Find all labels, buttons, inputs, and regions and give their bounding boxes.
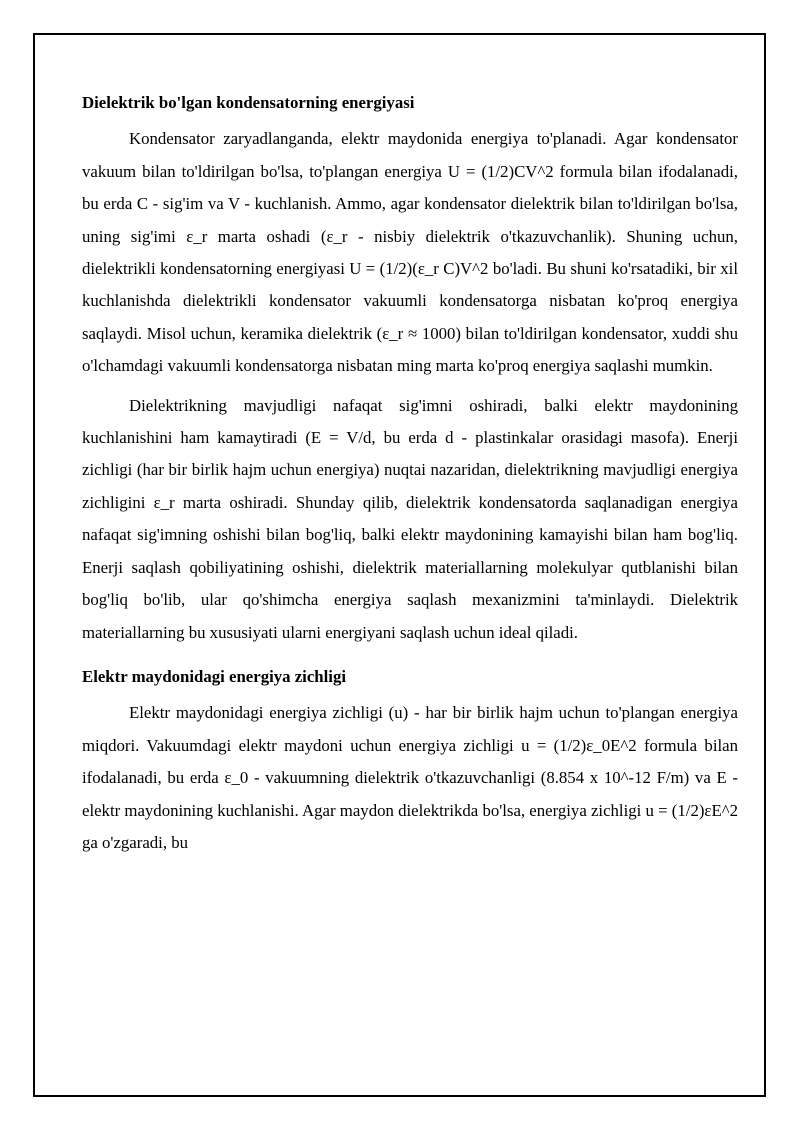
- paragraph: Elektr maydonidagi energiya zichligi (u) - har bir birlik hajm uchun to'plangan energiya miqdori. Vakuumdagi elektr maydoni uchun energiya zichligi u = (1/2)ε_0E^2 formula bilan ifodalanadi, bu erda ε_0 - vakuumning dielektrik o'tkazuvchanligi (8.854 x 10^-12 F/m) va E - elektr maydonining kuchlanishi. Agar maydon dielektrikda bo'lsa, energiya zichligi u = (1/2)εE^2 ga o'zgaradi, bu: [82, 703, 738, 852]
- paragraph: Kondensator zaryadlanganda, elektr maydonida energiya to'planadi. Agar kondensator vakuum bilan to'ldirilgan bo'lsa, to'plangan energiya U = (1/2)CV^2 formula bilan ifodalanadi, bu erda C - sig'im va V - kuchlanish. Ammo, agar kondensator dielektrik bilan to'ldirilgan bo'lsa, uning sig'imi ε_r marta oshadi (ε_r - nisbiy dielektrik o'tkazuvchanlik). Shuning uchun, dielektrikli kondensatorning energiyasi U = (1/2)(ε_r C)V^2 bo'ladi. Bu shuni ko'rsatadiki, bir xil kuchlanishda dielektrikli kondensator vakuumli kondensatorga nisbatan ko'proq energiya saqlaydi. Misol uchun, keramika dielektrik (ε_r ≈ 1000) bilan to'ldirilgan kondensator, xuddi shu o'lchamdagi vakuumli kondensatorga nisbatan ming marta ko'proq energiya saqlashi mumkin.: [82, 129, 738, 376]
- section-heading-capacitor-energy: Dielektrik bo'lgan kondensatorning energiyasi: [82, 93, 415, 112]
- section-heading-energy-density: Elektr maydonidagi energiya zichligi: [82, 666, 346, 686]
- paragraph: Dielektrikning mavjudligi nafaqat sig'imni oshiradi, balki elektr maydonining kuchlanishini ham kamaytiradi (E = V/d, bu erda d - plastinkalar orasidagi masofa). Enerji zichligi (har bir birlik hajm uchun energiya) nuqtai nazaridan, dielektrikning mavjudligi energiya zichligini ε_r marta oshiradi. Shunday qilib, dielektrik kondensatorda saqlanadigan energiya nafaqat sig'imning oshishi bilan bog'liq, balki elektr maydonining kamayishi bilan ham bog'liq. Enerji saqlash qobiliyatining oshishi, dielektrik materiallarning molekulyar qutblanishi bilan bog'liq bo'lib, ular qo'shimcha energiya saqlash mexanizmini ta'minlaydi. Dielektrik materiallarning bu xususiyati ularni energiyani saqlash uchun ideal qiladi.: [82, 395, 738, 642]
- document-body: [82, 87, 738, 866]
